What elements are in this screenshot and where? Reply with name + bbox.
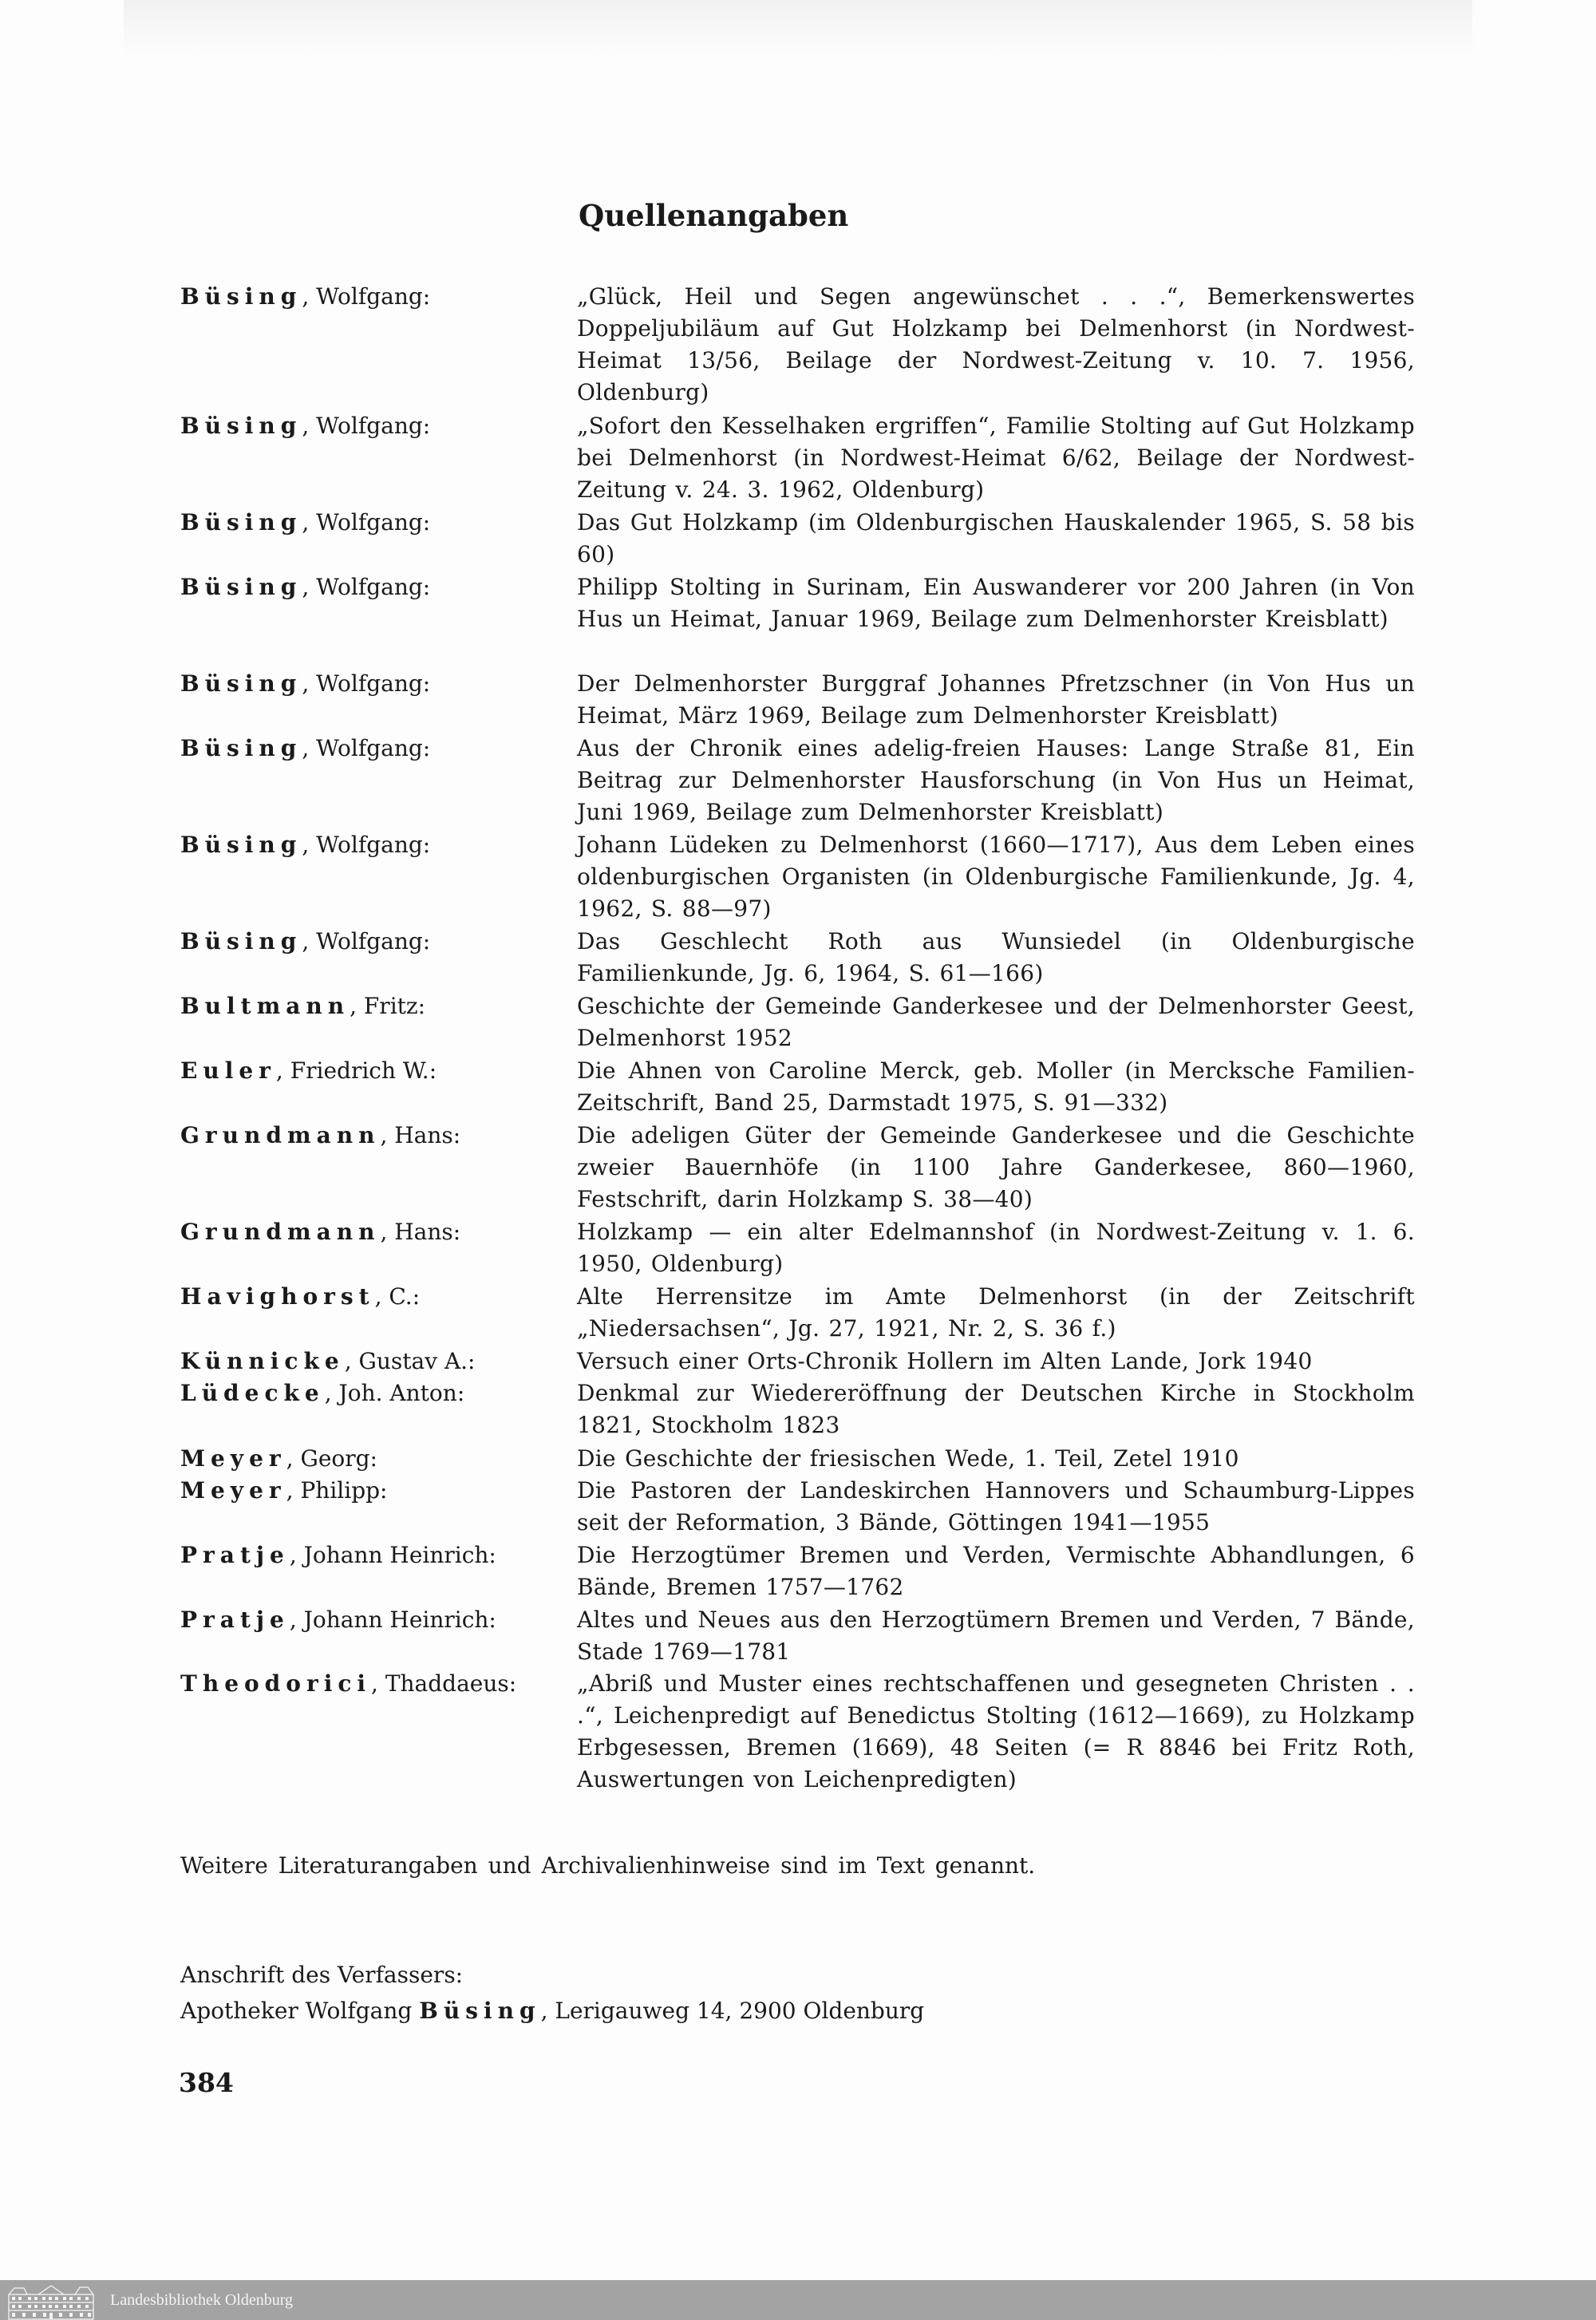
library-name: Landesbibliothek Oldenburg [110, 2290, 294, 2309]
author-given-name: , Hans: [380, 1122, 461, 1148]
author-given-name: , Wolfgang: [302, 832, 431, 858]
author-surname: Grundmann [180, 1122, 381, 1148]
entry-work: „Abriß und Muster eines rechtschaffenen und gesegneten Christen . . .“, Leichenpredigt auf Benedictus Stolting (1612—1669), zu Holzkamp Erbgesessen, Bremen (1669), 48 Seiten (= R 8846 bei Fritz Roth, Auswertungen von Leichenpredigten) [577, 1670, 1415, 1792]
entry-author [180, 1539, 496, 1571]
author-surname: Euler [180, 1057, 276, 1084]
page-number: 384 [179, 2067, 234, 2098]
entry-author [180, 1216, 460, 1248]
entry-author [180, 571, 430, 603]
address-surname: Büsing [419, 1998, 541, 2024]
entry-author [180, 1377, 464, 1409]
entry-author [180, 507, 430, 539]
author-address [180, 1995, 924, 2027]
entry-author [180, 1346, 476, 1377]
author-surname: Büsing [180, 928, 302, 954]
entry-author [180, 1120, 460, 1152]
entry-work: Das Gut Holzkamp (im Oldenburgischen Hauskalender 1965, S. 58 bis 60) [577, 509, 1415, 567]
author-surname: Pratje [180, 1542, 290, 1568]
entry-work: Holzkamp — ein alter Edelmannshof (in Nordwest-Zeitung v. 1. 6. 1950, Oldenburg) [577, 1219, 1415, 1277]
entry-author [180, 1281, 420, 1313]
entry-author [180, 829, 430, 861]
entry-work: Der Delmenhorster Burggraf Johannes Pfretzschner (in Von Hus un Heimat, März 1969, Beilage zum Delmenhorster Kreisblatt) [577, 670, 1415, 729]
entry-work: Philipp Stolting in Surinam, Ein Auswanderer vor 200 Jahren (in Von Hus un Heimat, Januar 1969, Beilage zum Delmenhorster Kreisblatt) [577, 574, 1415, 632]
entry-work: Johann Lüdeken zu Delmenhorst (1660—1717), Aus dem Leben eines oldenburgischen Organisten (in Oldenburgische Familienkunde, Jg. 4, 1962, S. 88—97) [577, 832, 1415, 922]
author-surname: Grundmann [180, 1219, 381, 1245]
author-surname: Büsing [180, 574, 302, 600]
author-given-name: , Joh. Anton: [324, 1380, 465, 1406]
author-surname: Meyer [180, 1445, 286, 1472]
author-surname: Pratje [180, 1607, 290, 1633]
entry-author [180, 281, 430, 313]
author-given-name: , Gustav A.: [344, 1348, 476, 1374]
author-given-name: , Wolfgang: [302, 509, 431, 536]
page-title: Quellenangaben [579, 198, 849, 233]
entry-work: „Sofort den Kesselhaken ergriffen“, Familie Stolting auf Gut Holzkamp bei Delmenhorst (in Nordwest-Heimat 6/62, Beilage der Nordwest-Zeitung v. 24. 3. 1962, Oldenburg) [577, 413, 1415, 503]
entry-work: Versuch einer Orts-Chronik Hollern im Alten Lande, Jork 1940 [577, 1348, 1313, 1374]
author-given-name: , Wolfgang: [302, 574, 431, 600]
author-given-name: , C.: [374, 1283, 421, 1310]
author-surname: Havighorst [180, 1283, 375, 1310]
entry-author [180, 1055, 437, 1087]
author-given-name: , Johann Heinrich: [289, 1542, 496, 1568]
entry-work: „Glück, Heil und Segen angewünschet . . .“, Bemerkenswertes Doppeljubiläum auf Gut Holzkamp bei Delmenhorst (in Nordwest-Heimat 13/56, Beilage der Nordwest-Zeitung v. 10. 7. 1956, Oldenburg) [577, 283, 1415, 405]
entry-work: Das Geschlecht Roth aus Wunsiedel (in Oldenburgische Familienkunde, Jg. 6, 1964, S. 61—166) [577, 928, 1415, 986]
author-address-label: Anschrift des Verfassers: [180, 1962, 464, 1988]
entry-work: Geschichte der Gemeinde Ganderkesee und der Delmenhorster Geest, Delmenhorst 1952 [577, 993, 1415, 1051]
author-given-name: , Johann Heinrich: [289, 1607, 496, 1633]
author-given-name: , Thaddaeus: [371, 1670, 517, 1697]
author-surname: Lüdecke [180, 1380, 325, 1406]
entry-author [180, 990, 425, 1022]
entry-work: Alte Herrensitze im Amte Delmenhorst (in der Zeitschrift „Niedersachsen“, Jg. 27, 1921, Nr. 2, S. 36 f.) [577, 1283, 1415, 1342]
author-given-name: , Hans: [380, 1219, 461, 1245]
entry-work: Die Pastoren der Landeskirchen Hannovers und Schaumburg-Lippes seit der Reformation, 3 Bände, Göttingen 1941—1955 [577, 1477, 1415, 1535]
author-given-name: , Wolfgang: [302, 413, 431, 439]
author-given-name: , Philipp: [286, 1477, 388, 1504]
further-references-note: Weitere Literaturangaben und Archivalienhinweise sind im Text genannt. [180, 1852, 1036, 1879]
scan-edge-shadow [124, 0, 1472, 56]
entry-work: Die adeligen Güter der Gemeinde Ganderkesee und die Geschichte zweier Bauernhöfe (in 1100 Jahre Ganderkesee, 860—1960, Festschrift, darin Holzkamp S. 38—40) [577, 1122, 1415, 1212]
entry-author [180, 926, 430, 958]
author-given-name: , Wolfgang: [302, 928, 431, 954]
author-given-name: , Wolfgang: [302, 735, 431, 761]
author-surname: Bultmann [180, 993, 350, 1019]
author-surname: Büsing [180, 283, 302, 310]
entry-author [180, 668, 430, 700]
author-surname: Büsing [180, 413, 302, 439]
entry-work: Aus der Chronik eines adelig-freien Hauses: Lange Straße 81, Ein Beitrag zur Delmenhorster Hausforschung (in Von Hus un Heimat, Juni 1969, Beilage zum Delmenhorster Kreisblatt) [577, 735, 1415, 825]
author-given-name: , Wolfgang: [302, 670, 431, 697]
library-footer-bar [0, 2280, 1596, 2320]
entry-author [180, 410, 430, 442]
author-surname: Büsing [180, 670, 302, 697]
entry-work: Denkmal zur Wiedereröffnung der Deutschen Kirche in Stockholm 1821, Stockholm 1823 [577, 1380, 1415, 1438]
author-surname: Büsing [180, 832, 302, 858]
author-given-name: , Georg: [286, 1445, 377, 1472]
author-surname: Künnicke [180, 1348, 345, 1374]
author-given-name: , Fritz: [350, 993, 426, 1019]
address-street-city: , Lerigauweg 14, 2900 Oldenburg [540, 1998, 925, 2024]
entry-work: Altes und Neues aus den Herzogtümern Bremen und Verden, 7 Bände, Stade 1769—1781 [577, 1607, 1415, 1665]
entry-work: Die Herzogtümer Bremen und Verden, Vermischte Abhandlungen, 6 Bände, Bremen 1757—1762 [577, 1542, 1415, 1600]
address-prefix: Apotheker Wolfgang [180, 1998, 420, 2024]
library-building-icon [6, 2285, 96, 2320]
entry-author [180, 1668, 516, 1700]
author-surname: Meyer [180, 1477, 286, 1504]
author-given-name: , Friedrich W.: [275, 1057, 437, 1084]
entry-author [180, 1443, 377, 1475]
entry-author [180, 1475, 387, 1507]
entry-work: Die Geschichte der friesischen Wede, 1. Teil, Zetel 1910 [577, 1445, 1239, 1472]
entry-author [180, 733, 430, 765]
entry-author [180, 1604, 496, 1636]
author-surname: Büsing [180, 735, 302, 761]
author-given-name: , Wolfgang: [302, 283, 431, 310]
author-surname: Büsing [180, 509, 302, 536]
author-surname: Theodorici [180, 1670, 372, 1697]
entry-work: Die Ahnen von Caroline Merck, geb. Moller (in Mercksche Familien-Zeitschrift, Band 25, Darmstadt 1975, S. 91—332) [577, 1057, 1415, 1116]
